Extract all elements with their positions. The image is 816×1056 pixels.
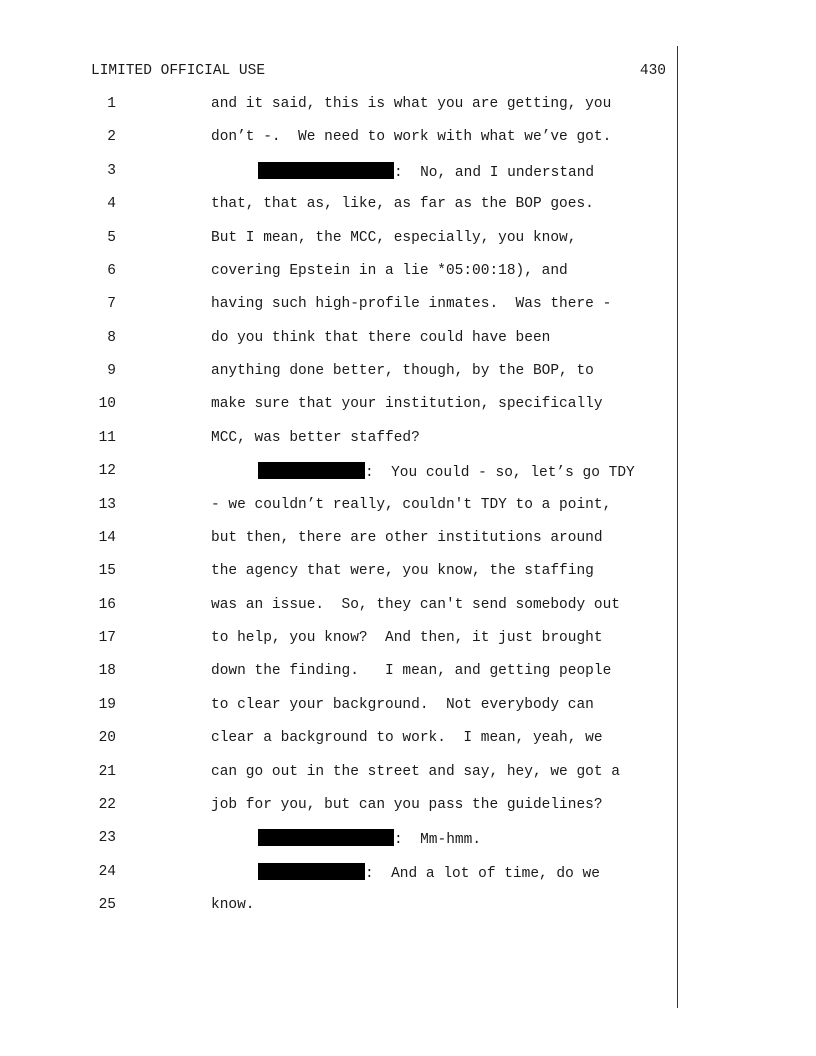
line-number: 16 [98, 596, 116, 613]
line-number: 13 [98, 496, 116, 513]
line-number: 9 [107, 363, 116, 379]
redacted-speaker-name [258, 162, 394, 179]
line-text: but then, there are other institutions around [211, 529, 603, 546]
line-number: 11 [98, 429, 116, 446]
speaker-line [258, 863, 600, 883]
transcript-line [0, 694, 816, 727]
line-number: 14 [98, 529, 116, 546]
line-text: But I mean, the MCC, especially, you know, [211, 229, 577, 246]
line-text: to help, you know? And then, it just brought [211, 630, 603, 646]
line-text: can go out in the street and say, hey, we got a [211, 763, 620, 780]
transcript-line [0, 827, 816, 860]
transcript-line [0, 861, 816, 894]
line-text: the agency that were, you know, the staffing [211, 563, 594, 580]
line-number: 25 [98, 897, 116, 913]
speaker-utterance: : Mm-hmm. [394, 832, 482, 849]
transcript-line [0, 260, 816, 293]
line-number: 3 [107, 162, 116, 179]
speaker-line [258, 462, 635, 482]
transcript-line [0, 594, 816, 627]
transcript-line [0, 193, 816, 226]
line-number: 23 [98, 830, 116, 847]
line-number: 4 [107, 196, 116, 213]
transcript-line [0, 660, 816, 693]
transcript-line [0, 794, 816, 827]
line-text: know. [211, 897, 255, 913]
line-number: 6 [107, 262, 116, 279]
line-text: covering Epstein in a lie *05:00:18), and [211, 262, 568, 279]
transcript-body [0, 93, 816, 927]
transcript-line [0, 527, 816, 560]
transcript-line [0, 293, 816, 326]
line-number: 15 [98, 563, 116, 580]
line-text: that, that as, like, as far as the BOP goes. [211, 196, 594, 213]
transcript-line [0, 727, 816, 760]
line-text: MCC, was better staffed? [211, 429, 420, 446]
line-number: 22 [98, 796, 116, 813]
transcript-line [0, 427, 816, 460]
redacted-speaker-name [258, 829, 394, 846]
line-number: 1 [107, 96, 116, 112]
line-text: job for you, but can you pass the guidelines? [211, 796, 603, 813]
classification-header: LIMITED OFFICIAL USE [91, 63, 266, 79]
line-number: 10 [98, 396, 116, 413]
transcript-line [0, 627, 816, 660]
transcript-line [0, 93, 816, 126]
transcript-line [0, 894, 816, 927]
redacted-speaker-name [258, 462, 365, 479]
line-text: and it said, this is what you are getting, you [211, 96, 612, 112]
line-number: 7 [107, 296, 116, 313]
line-number: 20 [98, 730, 116, 747]
line-text: down the finding. I mean, and getting people [211, 663, 612, 680]
line-text: make sure that your institution, specifically [211, 396, 603, 413]
transcript-line [0, 360, 816, 393]
transcript-line [0, 761, 816, 794]
line-number: 2 [107, 129, 116, 146]
line-text: anything done better, though, by the BOP, to [211, 363, 594, 379]
speaker-utterance: : No, and I understand [394, 164, 595, 181]
transcript-line [0, 160, 816, 193]
page-number: 430 [639, 63, 666, 79]
line-text: was an issue. So, they can't send somebody out [211, 596, 620, 613]
transcript-line [0, 494, 816, 527]
transcript-line [0, 327, 816, 360]
speaker-utterance: : And a lot of time, do we [365, 865, 600, 882]
line-number: 8 [107, 329, 116, 346]
line-number: 21 [98, 763, 116, 780]
speaker-line [258, 829, 481, 849]
line-text: - we couldn’t really, couldn't TDY to a point, [211, 496, 612, 513]
transcript-line [0, 393, 816, 426]
transcript-line [0, 227, 816, 260]
line-number: 12 [98, 463, 116, 480]
line-text: having such high-profile inmates. Was there - [211, 296, 612, 313]
line-text: to clear your background. Not everybody can [211, 696, 594, 713]
speaker-line [258, 162, 594, 182]
redacted-speaker-name [258, 863, 365, 880]
line-number: 24 [98, 863, 116, 880]
line-text: do you think that there could have been [211, 329, 551, 346]
line-number: 18 [98, 663, 116, 680]
transcript-line [0, 460, 816, 493]
transcript-line [0, 126, 816, 159]
line-number: 5 [107, 229, 116, 246]
line-number: 19 [98, 696, 116, 713]
transcript-line [0, 560, 816, 593]
line-number: 17 [98, 630, 116, 646]
speaker-utterance: : You could - so, let’s go TDY [365, 465, 635, 482]
line-text: don’t -. We need to work with what we’ve got. [211, 129, 612, 146]
line-text: clear a background to work. I mean, yeah, we [211, 730, 603, 747]
